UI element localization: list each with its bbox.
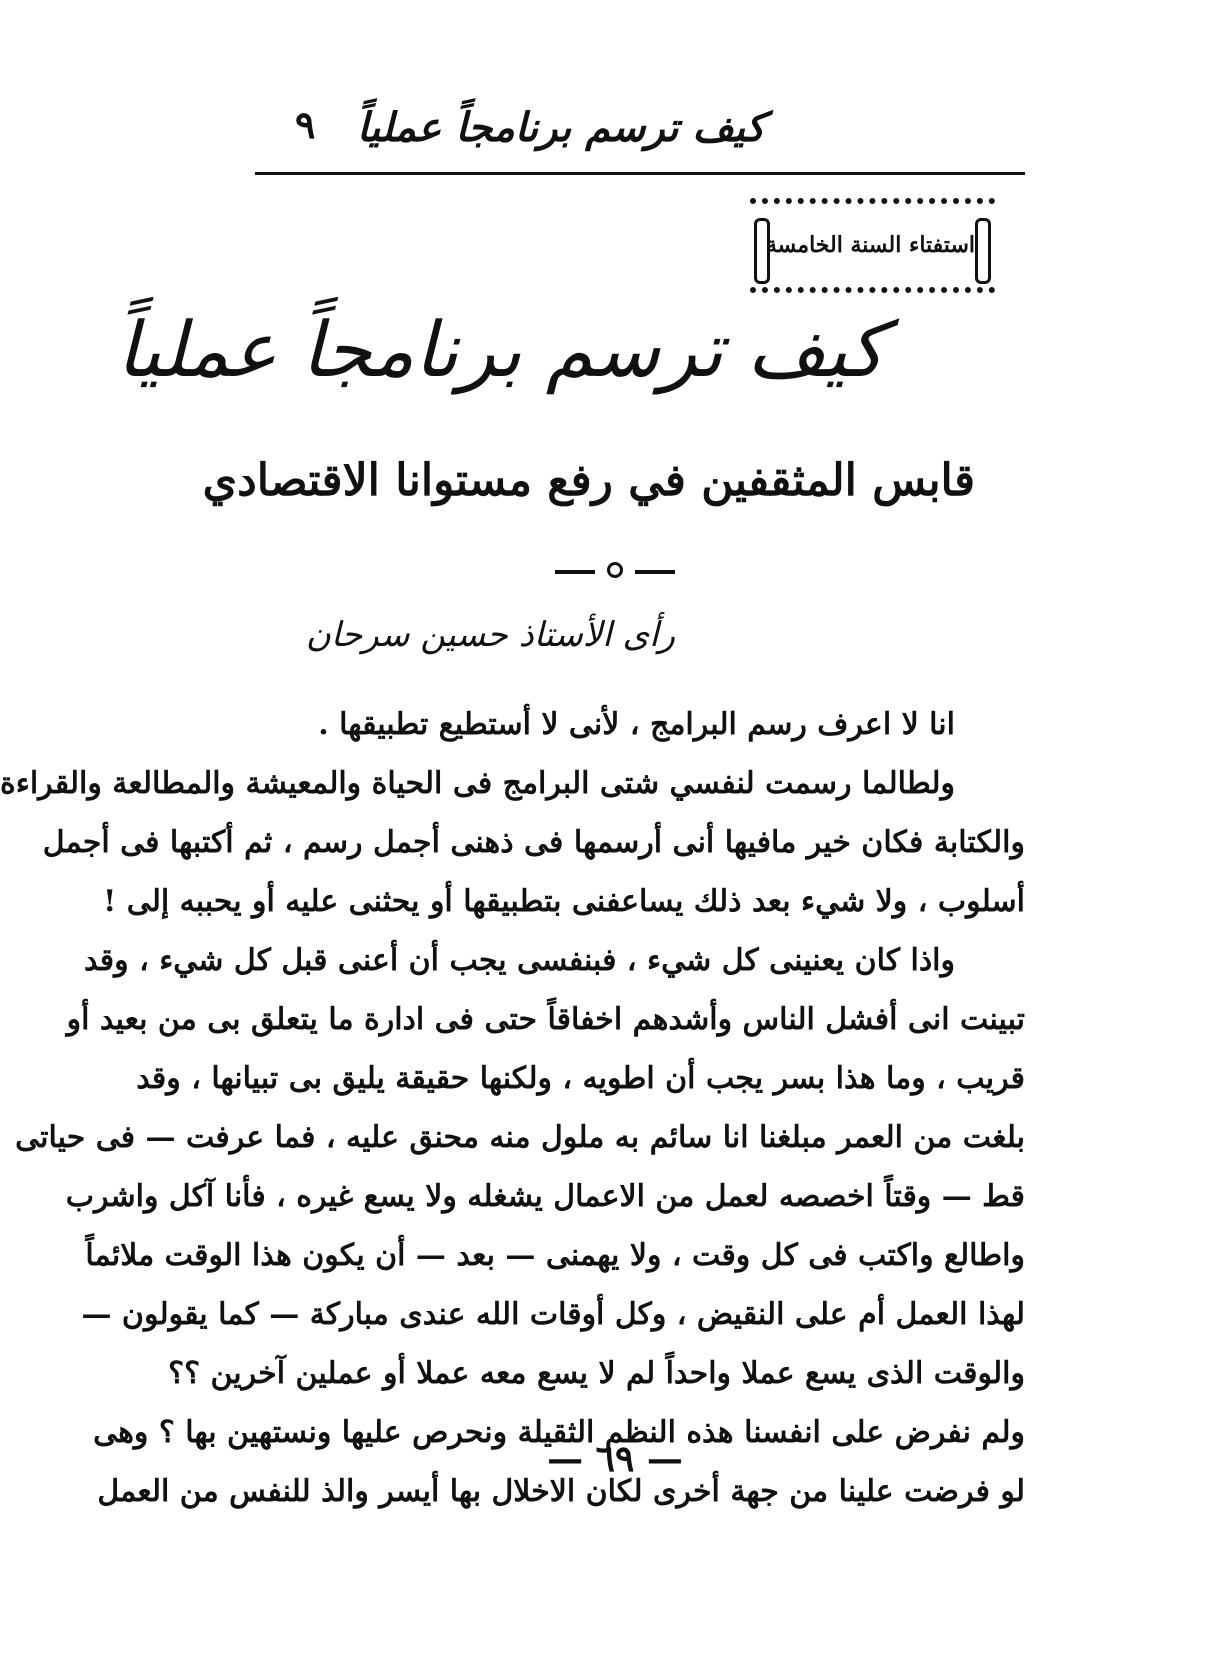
body-line: أسلوب ، ولا شيء بعد ذلك يساعفنى بتطبيقها أو يحثنى عليه أو يحببه إلى ! — [103, 884, 1025, 919]
body-line: لو فرضت علينا من جهة أخرى لكان الاخلال بها أيسر والذ للنفس من العمل — [97, 1474, 1025, 1509]
body-line: لهذا العمل أم على النقيض ، وكل أوقات الله عندى مباركة — كما يقولون — — [81, 1297, 1025, 1332]
article-body — [0, 695, 1025, 1521]
body-line: ولم نفرض على انفسنا هذه النظم الثقيلة ونحرص عليها ونستهين بها ؟ وهى — [93, 1415, 1025, 1450]
body-line: واذا كان يعنينى كل شيء ، فبنفسى يجب أن أعنى قبل كل شيء ، وقد — [84, 943, 955, 978]
body-line: تبينت انى أفشل الناس وأشدهم اخفاقاً حتى فى ادارة ما يتعلق بى من بعيد أو — [66, 1002, 1025, 1037]
separator-ornament — [607, 562, 623, 578]
series-label-frame — [750, 198, 995, 293]
body-line: والوقت الذى يسع عملا واحداً لم لا يسع معه عملا أو عملين آخرين ؟؟ — [168, 1356, 1025, 1391]
article-title: كيف ترسم برنامجاً عملياً — [116, 305, 885, 394]
running-header — [255, 96, 1015, 166]
separator-dash — [635, 570, 675, 574]
header-rule — [255, 172, 1025, 175]
running-title: كيف ترسم برنامجاً عملياً — [356, 104, 765, 151]
body-line: والكتابة فكان خير مافيها أنى أرسمها فى ذهنى أجمل رسم ، ثم أكتبها فى أجمل — [42, 825, 1025, 860]
ornamental-separator — [535, 560, 695, 580]
body-line: قط — وقتاً اخصصه لعمل من الاعمال يشغله ولا يسع غيره ، فأنا آكل واشرب — [65, 1179, 1025, 1214]
separator-dash — [555, 570, 595, 574]
series-label: استفتاء السنة الخامسة — [765, 232, 975, 258]
body-line: واطالع واكتب فى كل وقت ، ولا يهمنى — بعد — أن يكون هذا الوقت ملائماً — [85, 1238, 1025, 1273]
body-line: قريب ، وما هذا بسر يجب أن اطويه ، ولكنها حقيقة يليق بى تبيانها ، وقد — [136, 1061, 1025, 1096]
body-line: ولطالما رسمت لنفسي شتى البرامج فى الحياة والمعيشة والمطالعة والقراءة — [0, 766, 955, 801]
body-line: بلغت من العمر مبلغنا انا سائم به ملول منه محنق عليه ، فما عرفت — فى حياتى — [15, 1120, 1025, 1155]
author-byline: رأى الأستاذ حسين سرحان — [305, 615, 675, 655]
page-number-bottom: — ٦٩ — — [547, 1438, 683, 1480]
article-subtitle: قابس المثقفين في رفع مستوانا الاقتصادي — [202, 455, 975, 506]
body-line: انا لا اعرف رسم البرامج ، لأنى لا أستطيع تطبيقها . — [318, 707, 955, 742]
page-number-top: ٩ — [295, 102, 316, 147]
